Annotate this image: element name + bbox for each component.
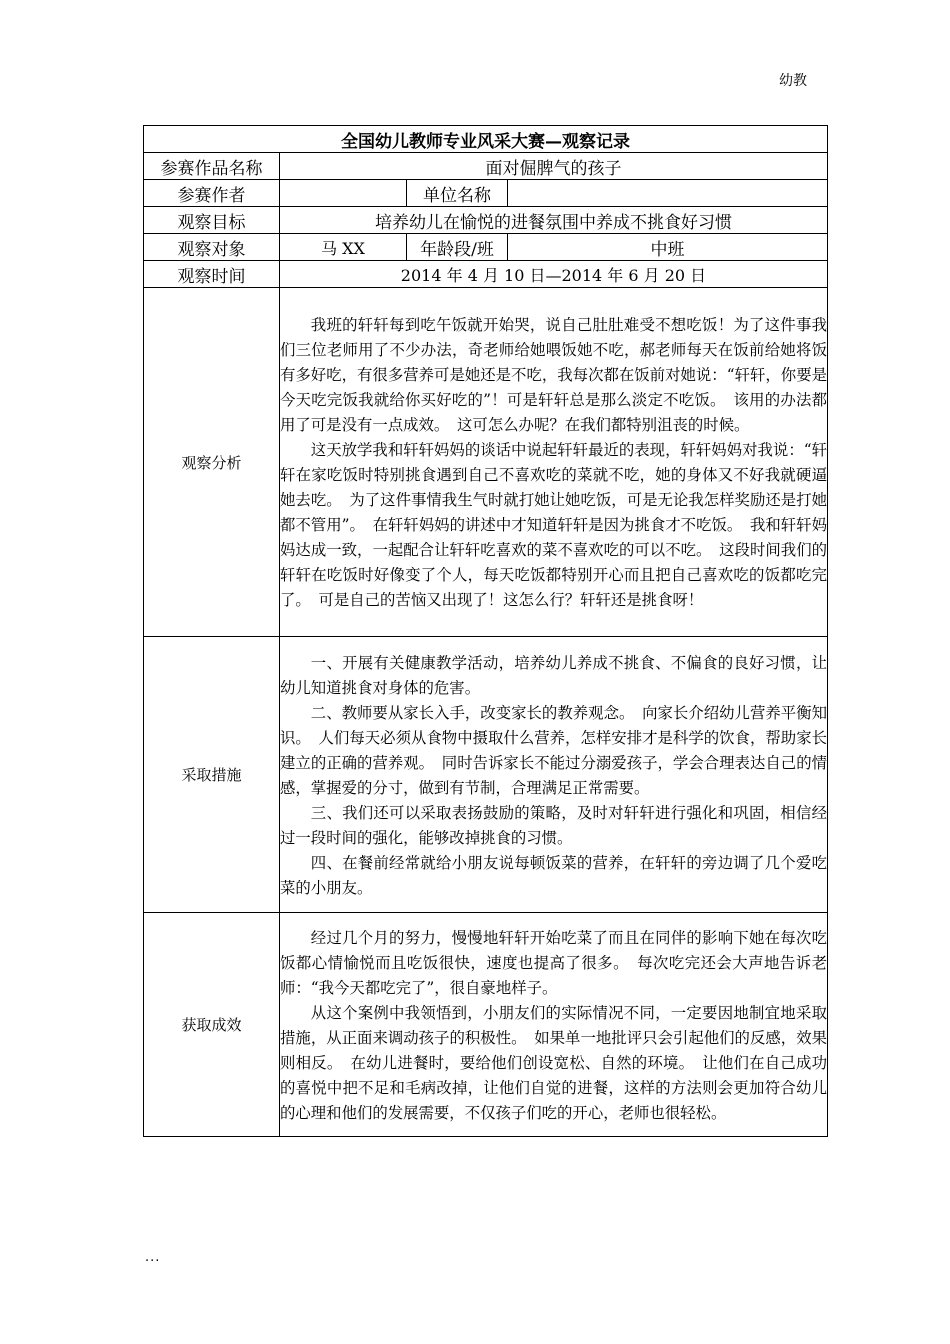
analysis-paragraph: 我班的轩轩每到吃午饭就开始哭，说自己肚肚难受不想吃饭！为了这件事我们三位老师用了不少办法，奇老师给她喂饭她不吃，郝老师每天在饭前给她将饭有多好吃，有很多营养可是她还是不吃，我每次都在饭前对她说：“轩轩，你要是今天吃完饭我就给你买好吃的”！可是轩轩总是那么淡定不吃饭。 该用的办法都用了可是没有一点成效。 这可怎么办呢？在我们都特别沮丧的时候。: [280, 316, 827, 434]
header-category: 幼教: [779, 73, 807, 89]
goal-label: 观察目标: [144, 207, 280, 234]
subject-label: 观察对象: [144, 234, 280, 261]
time-value: 2014 年 4 月 10 日—2014 年 6 月 20 日: [280, 261, 828, 288]
measures-paragraph: 一、开展有关健康教学活动，培养幼儿养成不挑食、不偏食的良好习惯，让幼儿知道挑食对身体的危害。: [280, 653, 827, 697]
unit-value: [508, 180, 828, 207]
time-label: 观察时间: [144, 261, 280, 288]
observation-record-table: [143, 125, 828, 1137]
form-title: 全国幼儿教师专业风采大赛—观察记录: [144, 126, 828, 153]
analysis-paragraph: 这天放学我和轩轩妈妈的谈话中说起轩轩最近的表现，轩轩妈妈对我说：“轩轩在家吃饭时特别挑食遇到自己不喜欢吃的菜就不吃，她的身体又不好我就硬逼她去吃。 为了这件事情我生气时就打她让她吃饭，可是无论我怎样奖励还是打她都不管用”。 在轩轩妈妈的讲述中才知道轩轩是因为挑食才不吃饭。 我和轩轩妈妈达成一致，一起配合让轩轩吃喜欢的菜不喜欢吃的可以不吃。 这段时间我们的轩轩在吃饭时好像变了个人，每天吃饭都特别开心而且把自己喜欢吃的饭都吃完了。 可是自己的苦恼又出现了！这怎么行？轩轩还是挑食呀！: [280, 441, 827, 609]
results-paragraph: 经过几个月的努力，慢慢地轩轩开始吃菜了而且在同伴的影响下她在每次吃饭都心情愉悦而且吃饭很快，速度也提高了很多。 每次吃完还会大声地告诉老师：“我今天都吃完了”，很自豪地样子。: [280, 928, 827, 997]
measures-paragraph: 二、教师要从家长入手，改变家长的教养观念。 向家长介绍幼儿营养平衡知识。 人们每天必须从食物中摄取什么营养，怎样安排才是科学的饮食，帮助家长建立的正确的营养观。 同时告诉家长不能过分溺爱孩子，学会合理表达自己的情感，掌握爱的分寸，做到有节制，合理满足正常需要。: [280, 703, 827, 797]
author-label: 参赛作者: [144, 180, 280, 207]
age-label: 年龄段/班: [407, 234, 508, 261]
measures-paragraph: 三、我们还可以采取表扬鼓励的策略，及时对轩轩进行强化和巩固，相信经过一段时间的强化，能够改掉挑食的习惯。: [280, 803, 827, 847]
subject-value: 马 XX: [280, 234, 407, 261]
results-paragraph: 从这个案例中我领悟到，小朋友们的实际情况不同，一定要因地制宜地采取措施，从正面来调动孩子的积极性。 如果单一地批评只会引起他们的反感，效果则相反。 在幼儿进餐时，要给他们创设宽松、自然的环境。 让他们在自己成功的喜悦中把不足和毛病改掉，让他们自觉的进餐，这样的方法则会更加符合幼儿的心理和他们的发展需要，不仅孩子们吃的开心，老师也很轻松。: [280, 1003, 827, 1122]
results-label: 获取成效: [144, 913, 280, 1137]
goal-value: 培养幼儿在愉悦的进餐氛围中养成不挑食好习惯: [280, 207, 828, 234]
analysis-label: 观察分析: [144, 288, 280, 637]
author-value: [280, 180, 407, 207]
age-value: 中班: [508, 234, 828, 261]
work-name-label: 参赛作品名称: [144, 153, 280, 180]
footer-marker: ...: [145, 1250, 161, 1265]
measures-content: [280, 637, 828, 913]
results-content: [280, 913, 828, 1137]
analysis-content: [280, 288, 828, 637]
measures-paragraph: 四、在餐前经常就给小朋友说每顿饭菜的营养，在轩轩的旁边调了几个爱吃菜的小朋友。: [280, 853, 827, 897]
measures-label: 采取措施: [144, 637, 280, 913]
work-name-value: 面对倔脾气的孩子: [280, 153, 828, 180]
unit-label: 单位名称: [407, 180, 508, 207]
